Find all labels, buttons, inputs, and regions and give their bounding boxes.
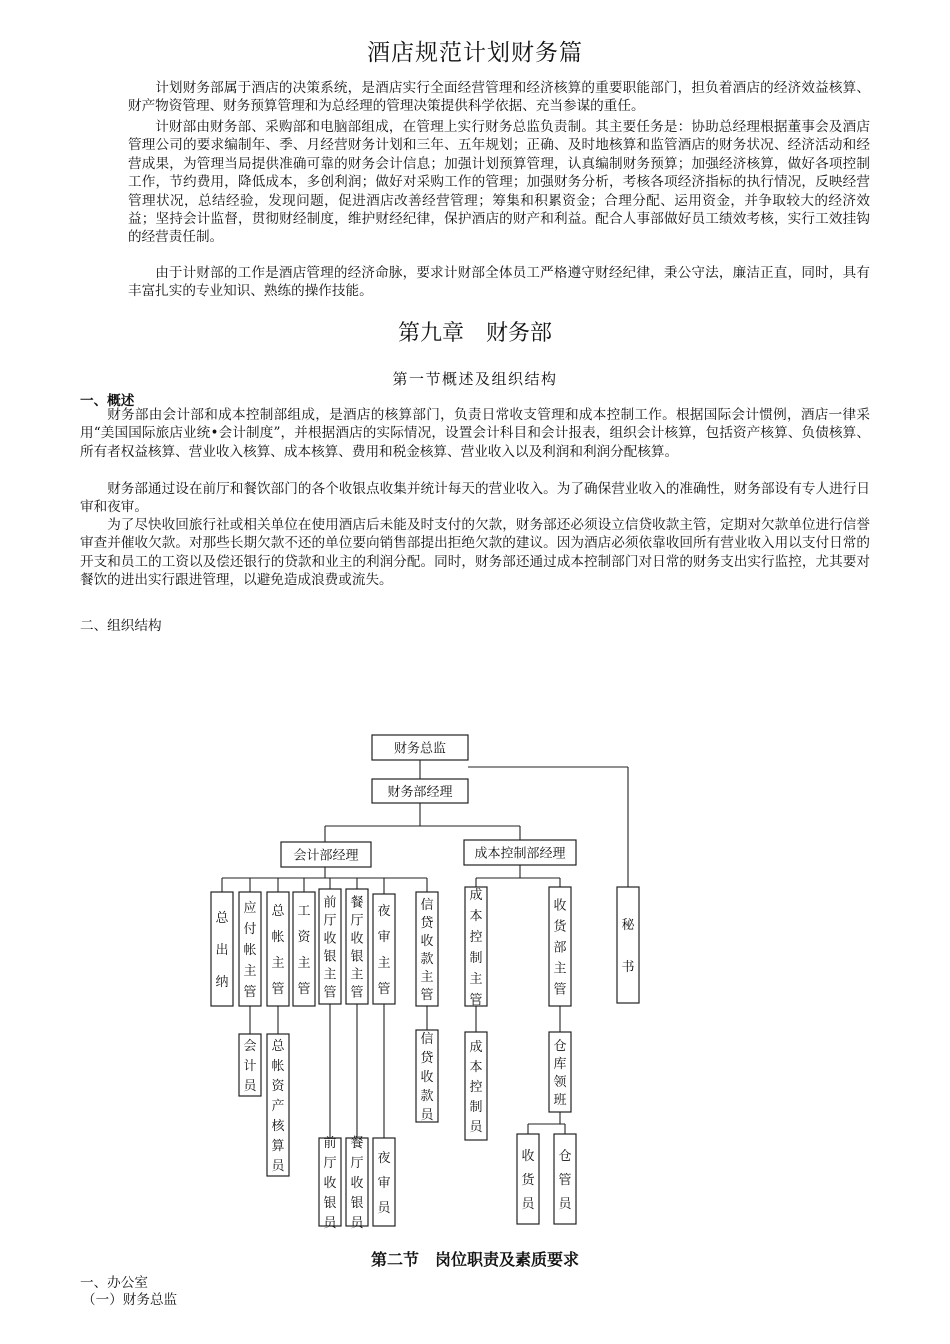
org-node-accounting-unit-label: 应付帐主管	[243, 901, 257, 1000]
org-node-cost-control-manager	[464, 840, 576, 865]
office-heading: 一、办公室	[80, 1275, 148, 1291]
org-node-staff-label: 仓库领班	[553, 1039, 567, 1108]
org-node-staff	[517, 1134, 539, 1224]
section-1-title: 第一节概述及组织结构	[392, 370, 558, 388]
org-node-staff	[267, 1034, 289, 1176]
org-node-accounting-unit	[416, 892, 438, 1006]
org-node-accounting-unit	[373, 894, 395, 1004]
org-node-cost-unit-label: 成本控制主管	[469, 888, 483, 1008]
org-node-staff-label: 夜审员	[377, 1151, 391, 1216]
org-node-accounting-unit	[267, 892, 289, 1006]
org-node-accounting-unit-label: 工资主管	[297, 904, 311, 997]
section-2-title: 第二节 岗位职责及素质要求	[370, 1250, 579, 1269]
org-node-staff-label: 餐厅收银员	[350, 1136, 364, 1231]
org-node-staff	[554, 1134, 576, 1224]
org-node-staff-label: 信贷收款员	[420, 1032, 434, 1123]
doc-title: 酒店规范计划财务篇	[367, 40, 583, 66]
org-node-secretary-label: 秘书	[621, 918, 635, 975]
org-node-staff	[319, 1136, 341, 1231]
overview-paragraph-1: 财务部由会计部和成本控制部组成，是酒店的核算部门，负责日常收支管理和成本控制工作。根据国际会计惯例，酒店一律采用“美国国际旅店业统•会计制度”，并根据酒店的实际情况，设置会计科目和会计报表，组织会计核算，包括资产核算、负债核算、所有者权益核算、营业收入核算、成本核算、费用和税金核算、营业收入以及利润和利润分配核算。	[80, 407, 870, 460]
chapter-title: 第九章 财务部	[397, 321, 552, 346]
org-node-accounting-unit	[319, 889, 341, 1004]
org-node-cost-control-manager-label: 成本控制部经理	[474, 846, 566, 862]
org-node-cost-unit-label: 收货部主管	[553, 898, 567, 998]
org-node-accounting-unit-label: 总帐主管	[271, 904, 285, 997]
org-structure-heading: 二、组织结构	[80, 618, 162, 634]
org-node-staff-label: 仓管员	[558, 1149, 572, 1212]
org-node-cost-unit	[549, 887, 571, 1006]
org-node-cost-unit	[465, 887, 487, 1008]
org-node-staff	[373, 1138, 395, 1226]
org-node-accounting-unit-label: 餐厅收银主管	[350, 895, 364, 1001]
org-node-accounting-unit-label: 夜审主管	[377, 904, 391, 997]
org-node-staff	[416, 1030, 438, 1123]
sub-heading: （一）财务总监	[82, 1292, 178, 1308]
org-node-staff	[239, 1034, 261, 1096]
overview-paragraph-3: 为了尽快收回旅行社或相关单位在使用酒店后未能及时支付的欠款，财务部还必须设立信贷收款主管，定期对欠款单位进行信誉审查并催收欠款。对那些长期欠款不还的单位要向销售部提出拒绝欠款的建议。因为酒店必须依靠收回所有营业收入用以支付日常的开支和员工的工资以及偿还银行的贷款和业主的利润分配。同时，财务部还通过成本控制部门对日常的财务支出实行监控，尤其要对餐饮的进出实行跟进管理，以避免造成浪费或流失。	[80, 517, 870, 589]
org-node-director	[372, 735, 468, 760]
intro-paragraph-3: 由于计财部的工作是酒店管理的经济命脉，要求计财部全体员工严格遵守财经纪律，秉公守法，廉洁正直，同时，具有丰富扎实的专业知识、熟练的操作技能。	[128, 265, 870, 300]
org-node-accounting-unit	[211, 892, 233, 1006]
intro-paragraph-2: 计财部由财务部、采购部和电脑部组成，在管理上实行财务总监负责制。其主要任务是：协助总经理根据董事会及酒店管理公司的要求编制年、季、月经营财务计划和三年、五年规划；正确、及时地核算和监管酒店的财务状况、经济活动和经营成果，为管理当局提供准确可靠的财务会计信息；加强计划预算管理，认真编制财务预算；加强经济核算，做好各项控制工作，节约费用，降低成本，多创利润；做好对采购工作的管理；加强财务分析，考核各项经济指标的执行情况，反映经营管理状况，总结经验，发现问题，促进酒店改善经营管理；筹集和积累资金；合理分配、运用资金，并争取较大的经济效益；坚持会计监督，贯彻财经制度，维护财经纪律，保护酒店的财产和利益。配合人事部做好员工绩效考核，实行工效挂钩的经营责任制。	[128, 119, 870, 246]
org-node-accounting-unit-label: 总出纳	[215, 911, 229, 990]
org-node-accounting-unit	[293, 892, 315, 1006]
overview-paragraph-2: 财务部通过设在前厅和餐饮部门的各个收银点收集并统计每天的营业收入。为了确保营业收入的准确性，财务部设有专人进行日审和夜审。	[80, 481, 870, 516]
org-node-staff-label: 成本控制员	[469, 1040, 483, 1135]
org-node-staff	[549, 1032, 571, 1112]
org-node-staff-label: 会计员	[243, 1039, 257, 1094]
org-node-accounting-manager-label: 会计部经理	[293, 848, 359, 864]
org-node-director-label: 财务总监	[393, 741, 447, 757]
org-node-finance-manager	[372, 779, 468, 803]
org-node-staff	[465, 1032, 487, 1140]
org-chart	[0, 700, 950, 1240]
org-node-accounting-manager	[281, 842, 371, 867]
overview-heading: 一、概述	[80, 393, 135, 409]
org-node-accounting-unit-label: 前厅收银主管	[323, 895, 337, 1001]
org-node-staff	[346, 1135, 368, 1231]
org-node-accounting-unit	[346, 889, 368, 1004]
org-node-accounting-unit	[239, 892, 261, 1006]
org-node-secretary	[617, 887, 639, 1003]
org-node-staff-label: 收货员	[521, 1149, 535, 1212]
org-node-staff-label: 总帐资产核算员	[271, 1039, 285, 1174]
org-node-accounting-unit-label: 信贷收款主管	[420, 898, 434, 1003]
intro-paragraph-1: 计划财务部属于酒店的决策系统，是酒店实行全面经营管理和经济核算的重要职能部门，担负着酒店的经济效益核算、财产物资管理、财务预算管理和为总经理的管理决策提供科学依据、充当参谋的重任。	[128, 80, 870, 115]
org-node-staff-label: 前厅收银员	[323, 1136, 337, 1231]
org-node-finance-manager-label: 财务部经理	[387, 785, 453, 800]
